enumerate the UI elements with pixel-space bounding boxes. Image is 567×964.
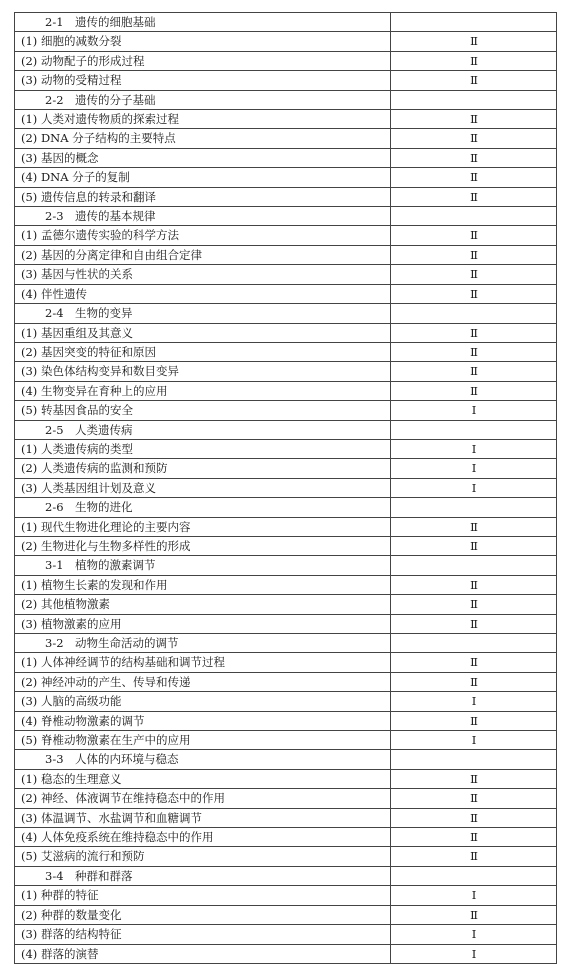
topic-text: (4) 群落的演替 <box>15 944 391 963</box>
table-row <box>15 284 557 303</box>
table-row <box>15 847 557 866</box>
requirement-level <box>391 129 557 148</box>
requirement-level-value: Ⅱ <box>470 73 477 88</box>
requirement-level <box>391 595 557 614</box>
requirement-level-value: Ⅱ <box>470 655 477 670</box>
table-row <box>15 439 557 458</box>
section-level-blank <box>391 866 557 885</box>
requirement-level <box>391 828 557 847</box>
requirement-level <box>391 148 557 167</box>
table-row <box>15 226 557 245</box>
requirement-level <box>391 187 557 206</box>
requirement-level-value: Ⅱ <box>470 364 477 379</box>
requirement-level <box>391 110 557 129</box>
topic-text: (3) 人类基因组计划及意义 <box>15 478 391 497</box>
topic-text: (1) 植物生长素的发现和作用 <box>15 575 391 594</box>
requirement-level <box>391 381 557 400</box>
requirement-level <box>391 459 557 478</box>
requirement-level <box>391 886 557 905</box>
requirement-level-value: Ⅰ <box>471 694 476 709</box>
requirement-level <box>391 769 557 788</box>
requirement-level-value: Ⅱ <box>470 383 477 398</box>
requirement-level <box>391 905 557 924</box>
requirement-level-value: Ⅱ <box>470 34 477 49</box>
section-title: 2-5 人类遗传病 <box>15 420 391 439</box>
table-row <box>15 129 557 148</box>
topic-text: (3) 动物的受精过程 <box>15 71 391 90</box>
requirement-level-value: Ⅱ <box>470 674 477 689</box>
topic-text: (4) 人体免疫系统在维持稳态中的作用 <box>15 828 391 847</box>
table-row <box>15 672 557 691</box>
table-row <box>15 148 557 167</box>
requirement-level <box>391 32 557 51</box>
section-level-blank <box>391 556 557 575</box>
syllabus-table-body <box>15 13 557 964</box>
requirement-level <box>391 536 557 555</box>
requirement-level <box>391 245 557 264</box>
requirement-level <box>391 789 557 808</box>
table-row <box>15 71 557 90</box>
section-title: 2-6 生物的进化 <box>15 498 391 517</box>
table-row <box>15 944 557 963</box>
table-row <box>15 323 557 342</box>
requirement-level-value: Ⅱ <box>470 519 477 534</box>
section-header-row <box>15 556 557 575</box>
section-header-row <box>15 304 557 323</box>
section-header-row <box>15 498 557 517</box>
requirement-level-value: Ⅱ <box>470 228 477 243</box>
requirement-level-value: Ⅰ <box>471 480 476 495</box>
topic-text: (1) 稳态的生理意义 <box>15 769 391 788</box>
requirement-level-value: Ⅰ <box>471 733 476 748</box>
section-header-row <box>15 634 557 653</box>
topic-text: (2) 神经、体液调节在维持稳态中的作用 <box>15 789 391 808</box>
requirement-level <box>391 362 557 381</box>
topic-text: (1) 人体神经调节的结构基础和调节过程 <box>15 653 391 672</box>
table-row <box>15 614 557 633</box>
requirement-level-value: Ⅰ <box>471 461 476 476</box>
section-title: 3-1 植物的激素调节 <box>15 556 391 575</box>
section-level-blank <box>391 207 557 226</box>
table-row <box>15 32 557 51</box>
table-row <box>15 575 557 594</box>
syllabus-table <box>14 12 557 964</box>
section-header-row <box>15 13 557 32</box>
requirement-level-value: Ⅱ <box>470 325 477 340</box>
section-title: 2-4 生物的变异 <box>15 304 391 323</box>
topic-text: (1) 现代生物进化理论的主要内容 <box>15 517 391 536</box>
table-row <box>15 342 557 361</box>
table-row <box>15 536 557 555</box>
requirement-level <box>391 517 557 536</box>
section-title: 3-4 种群和群落 <box>15 866 391 885</box>
table-row <box>15 595 557 614</box>
topic-text: (2) DNA 分子结构的主要特点 <box>15 129 391 148</box>
section-header-row <box>15 420 557 439</box>
requirement-level-value: Ⅱ <box>470 597 477 612</box>
topic-text: (3) 基因与性状的关系 <box>15 265 391 284</box>
section-level-blank <box>391 90 557 109</box>
requirement-level-value: Ⅰ <box>471 927 476 942</box>
topic-text: (2) 神经冲动的产生、传导和传递 <box>15 672 391 691</box>
section-title: 3-3 人体的内环境与稳态 <box>15 750 391 769</box>
table-row <box>15 187 557 206</box>
topic-text: (5) 艾滋病的流行和预防 <box>15 847 391 866</box>
requirement-level <box>391 401 557 420</box>
topic-text: (1) 人类对遗传物质的探索过程 <box>15 110 391 129</box>
requirement-level <box>391 226 557 245</box>
table-row <box>15 808 557 827</box>
requirement-level <box>391 808 557 827</box>
section-level-blank <box>391 634 557 653</box>
requirement-level-value: Ⅱ <box>470 112 477 127</box>
requirement-level-value: Ⅱ <box>470 791 477 806</box>
table-row <box>15 168 557 187</box>
table-row <box>15 478 557 497</box>
table-row <box>15 692 557 711</box>
requirement-level-value: Ⅱ <box>470 810 477 825</box>
section-title: 2-2 遗传的分子基础 <box>15 90 391 109</box>
requirement-level <box>391 847 557 866</box>
table-row <box>15 362 557 381</box>
table-row <box>15 789 557 808</box>
requirement-level-value: Ⅰ <box>471 888 476 903</box>
requirement-level-value: Ⅱ <box>470 53 477 68</box>
requirement-level-value: Ⅱ <box>470 771 477 786</box>
requirement-level <box>391 653 557 672</box>
topic-text: (3) 人脑的高级功能 <box>15 692 391 711</box>
topic-text: (5) 转基因食品的安全 <box>15 401 391 420</box>
topic-text: (3) 植物激素的应用 <box>15 614 391 633</box>
requirement-level <box>391 342 557 361</box>
topic-text: (2) 基因突变的特征和原因 <box>15 342 391 361</box>
topic-text: (4) 伴性遗传 <box>15 284 391 303</box>
topic-text: (2) 生物进化与生物多样性的形成 <box>15 536 391 555</box>
requirement-level-value: Ⅱ <box>470 849 477 864</box>
topic-text: (5) 脊椎动物激素在生产中的应用 <box>15 731 391 750</box>
requirement-level-value: Ⅱ <box>470 286 477 301</box>
syllabus-document <box>14 12 556 964</box>
requirement-level-value: Ⅱ <box>470 150 477 165</box>
topic-text: (2) 种群的数量变化 <box>15 905 391 924</box>
requirement-level-value: Ⅱ <box>470 189 477 204</box>
topic-text: (1) 人类遗传病的类型 <box>15 439 391 458</box>
requirement-level <box>391 439 557 458</box>
requirement-level-value: Ⅱ <box>470 267 477 282</box>
topic-text: (3) 体温调节、水盐调节和血糖调节 <box>15 808 391 827</box>
table-row <box>15 653 557 672</box>
section-title: 2-1 遗传的细胞基础 <box>15 13 391 32</box>
topic-text: (4) 生物变异在育种上的应用 <box>15 381 391 400</box>
section-level-blank <box>391 13 557 32</box>
topic-text: (3) 基因的概念 <box>15 148 391 167</box>
requirement-level <box>391 71 557 90</box>
table-row <box>15 769 557 788</box>
requirement-level <box>391 51 557 70</box>
section-level-blank <box>391 420 557 439</box>
topic-text: (1) 基因重组及其意义 <box>15 323 391 342</box>
table-row <box>15 51 557 70</box>
requirement-level <box>391 614 557 633</box>
requirement-level-value: Ⅱ <box>470 344 477 359</box>
topic-text: (3) 群落的结构特征 <box>15 925 391 944</box>
requirement-level <box>391 265 557 284</box>
requirement-level <box>391 323 557 342</box>
section-title: 3-2 动物生命活动的调节 <box>15 634 391 653</box>
requirement-level <box>391 168 557 187</box>
requirement-level <box>391 692 557 711</box>
table-row <box>15 401 557 420</box>
section-header-row <box>15 750 557 769</box>
table-row <box>15 828 557 847</box>
section-level-blank <box>391 750 557 769</box>
section-title: 2-3 遗传的基本规律 <box>15 207 391 226</box>
requirement-level-value: Ⅱ <box>470 577 477 592</box>
section-header-row <box>15 90 557 109</box>
requirement-level-value: Ⅰ <box>471 441 476 456</box>
table-row <box>15 265 557 284</box>
requirement-level <box>391 284 557 303</box>
section-level-blank <box>391 304 557 323</box>
requirement-level-value: Ⅱ <box>470 713 477 728</box>
requirement-level <box>391 944 557 963</box>
topic-text: (4) 脊椎动物激素的调节 <box>15 711 391 730</box>
requirement-level-value: Ⅱ <box>470 616 477 631</box>
requirement-level <box>391 575 557 594</box>
topic-text: (1) 细胞的减数分裂 <box>15 32 391 51</box>
table-row <box>15 886 557 905</box>
topic-text: (2) 人类遗传病的监测和预防 <box>15 459 391 478</box>
requirement-level-value: Ⅱ <box>470 131 477 146</box>
requirement-level-value: Ⅱ <box>470 907 477 922</box>
requirement-level-value: Ⅰ <box>471 403 476 418</box>
table-row <box>15 381 557 400</box>
topic-text: (2) 其他植物激素 <box>15 595 391 614</box>
table-row <box>15 459 557 478</box>
table-row <box>15 245 557 264</box>
requirement-level-value: Ⅰ <box>471 946 476 961</box>
table-row <box>15 731 557 750</box>
requirement-level <box>391 672 557 691</box>
topic-text: (2) 基因的分离定律和自由组合定律 <box>15 245 391 264</box>
requirement-level-value: Ⅱ <box>470 170 477 185</box>
topic-text: (4) DNA 分子的复制 <box>15 168 391 187</box>
requirement-level <box>391 711 557 730</box>
requirement-level <box>391 478 557 497</box>
requirement-level-value: Ⅱ <box>470 247 477 262</box>
topic-text: (5) 遗传信息的转录和翻译 <box>15 187 391 206</box>
section-level-blank <box>391 498 557 517</box>
requirement-level-value: Ⅱ <box>470 538 477 553</box>
requirement-level <box>391 925 557 944</box>
topic-text: (2) 动物配子的形成过程 <box>15 51 391 70</box>
section-header-row <box>15 207 557 226</box>
section-header-row <box>15 866 557 885</box>
table-row <box>15 517 557 536</box>
topic-text: (1) 孟德尔遗传实验的科学方法 <box>15 226 391 245</box>
requirement-level <box>391 731 557 750</box>
table-row <box>15 711 557 730</box>
table-row <box>15 925 557 944</box>
table-row <box>15 905 557 924</box>
topic-text: (1) 种群的特征 <box>15 886 391 905</box>
table-row <box>15 110 557 129</box>
requirement-level-value: Ⅱ <box>470 830 477 845</box>
topic-text: (3) 染色体结构变异和数目变异 <box>15 362 391 381</box>
